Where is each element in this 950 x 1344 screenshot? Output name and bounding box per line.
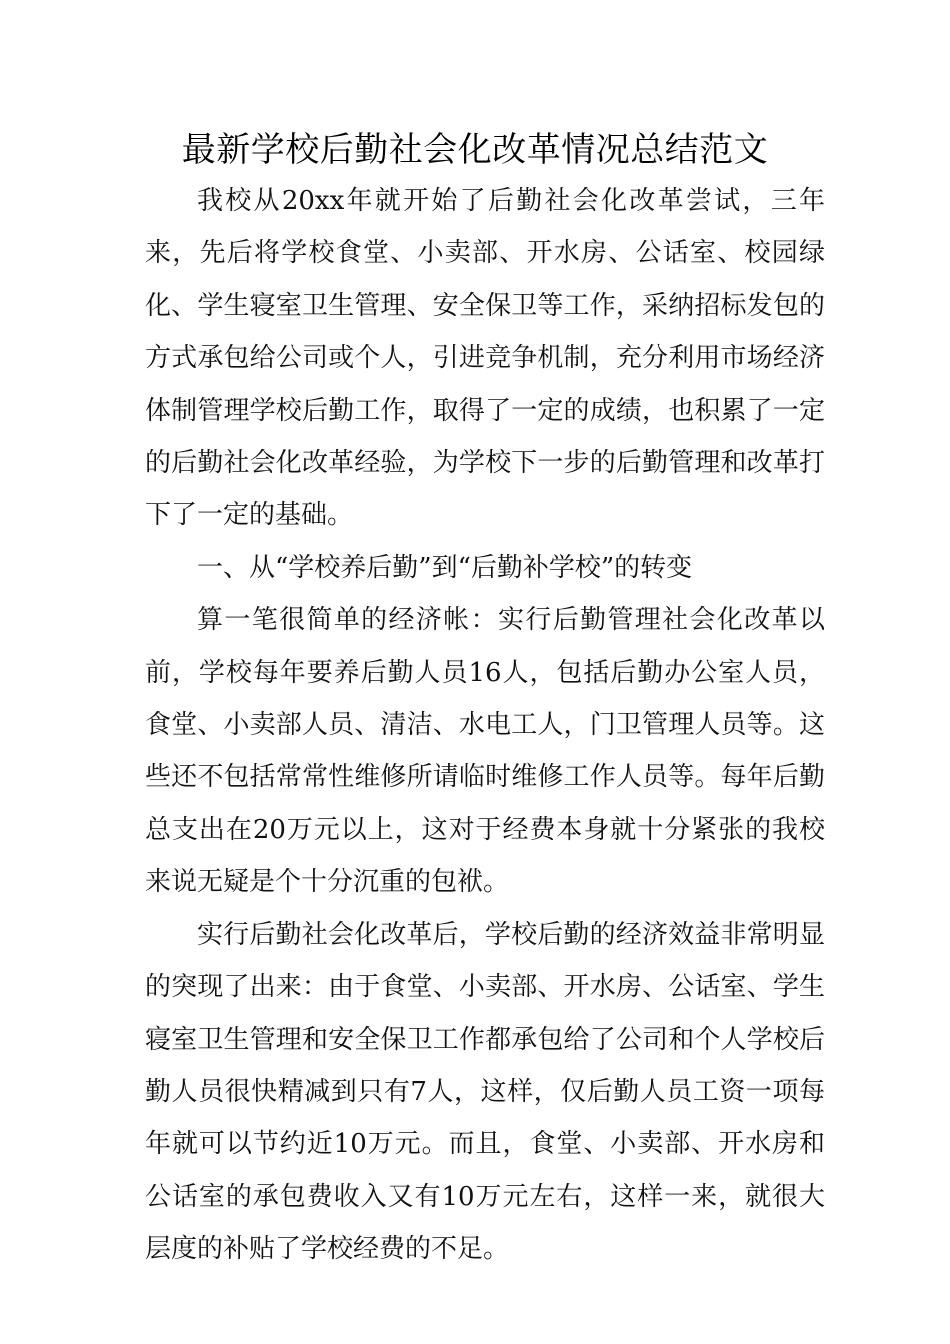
document-body <box>145 175 825 1276</box>
paragraph-before-reform: 算一笔很简单的经济帐：实行后勤管理社会化改革以前，学校每年要养后勤人员16人，包括后勤办公室人员，食堂、小卖部人员、清洁、水电工人，门卫管理人员等。这些还不包括常常性维修所请临时维修工作人员等。每年后勤总支出在20万元以上，这对于经费本身就十分紧张的我校来说无疑是个十分沉重的包袱。 <box>145 605 825 898</box>
paragraph-after-reform: 实行后勤社会化改革后，学校后勤的经济效益非常明显的突现了出来：由于食堂、小卖部、开水房、公话室、学生寝室卫生管理和安全保卫工作都承包给了公司和个人学校后勤人员很快精减到只有7人，这样，仅后勤人员工资一项每年就可以节约近10万元。而且，食堂、小卖部、开水房和公话室的承包费收入又有10万元左右，这样一来，就很大层度的补贴了学校经费的不足。 <box>145 919 825 1265</box>
paragraph-intro: 我校从20xx年就开始了后勤社会化改革尝试，三年来，先后将学校食堂、小卖部、开水房、公话室、校园绿化、学生寝室卫生管理、安全保卫等工作，采纳招标发包的方式承包给公司或个人，引进竞争机制，充分利用市场经济体制管理学校后勤工作，取得了一定的成绩，也积累了一定的后勤社会化改革经验，为学校下一步的后勤管理和改革打下了一定的基础。 <box>145 186 825 531</box>
section-heading: 一、从“学校养后勤”到“后勤补学校”的转变 <box>197 552 693 583</box>
document-title: 最新学校后勤社会化改革情况总结范文 <box>181 130 769 170</box>
